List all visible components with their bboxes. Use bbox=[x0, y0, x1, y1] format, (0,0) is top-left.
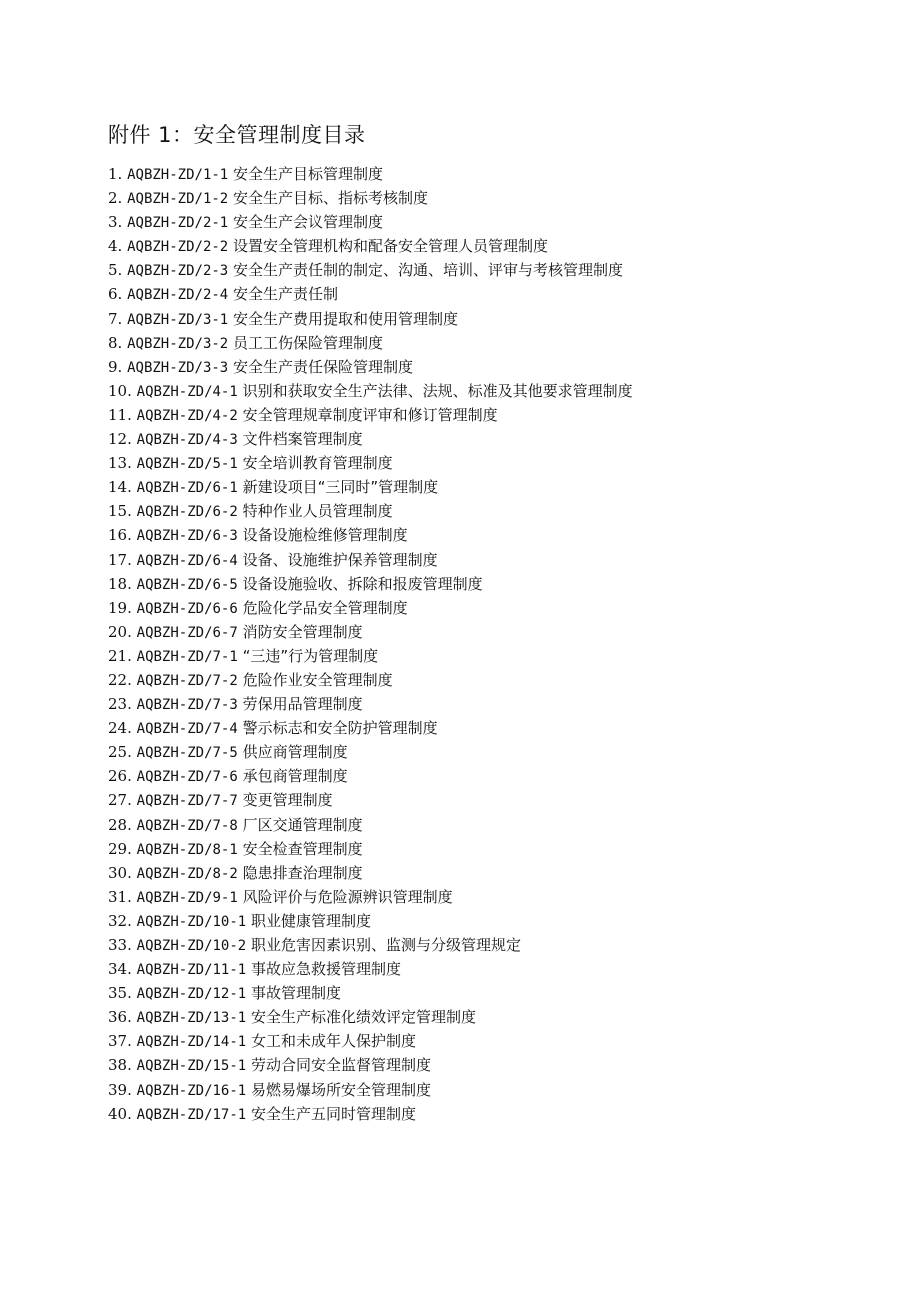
item-name: 安全生产五同时管理制度 bbox=[251, 1104, 417, 1123]
regulation-list bbox=[108, 162, 633, 1126]
list-item bbox=[108, 186, 633, 210]
item-name: 厂区交通管理制度 bbox=[242, 815, 363, 834]
item-code: AQBZH-ZD/7-1 bbox=[136, 648, 238, 665]
item-code: AQBZH-ZD/9-1 bbox=[136, 889, 238, 906]
item-code: AQBZH-ZD/6-6 bbox=[136, 600, 238, 617]
list-item bbox=[108, 1102, 633, 1126]
item-name: 特种作业人员管理制度 bbox=[242, 502, 393, 521]
item-number: 6. bbox=[108, 285, 123, 304]
item-name: 员工工伤保险管理制度 bbox=[233, 333, 384, 352]
item-name: 供应商管理制度 bbox=[242, 743, 348, 762]
item-code: AQBZH-ZD/11-1 bbox=[136, 962, 247, 979]
item-number: 30. bbox=[108, 863, 132, 882]
item-name: 警示标志和安全防护管理制度 bbox=[242, 719, 438, 738]
list-item bbox=[108, 1029, 633, 1053]
item-code: AQBZH-ZD/4-1 bbox=[136, 383, 238, 400]
item-name: 安全生产会议管理制度 bbox=[233, 213, 384, 232]
item-name: 事故管理制度 bbox=[251, 984, 342, 1003]
item-number: 31. bbox=[108, 887, 132, 906]
list-item bbox=[108, 475, 633, 499]
item-name: 隐患排查治理制度 bbox=[242, 863, 363, 882]
item-code: AQBZH-ZD/17-1 bbox=[136, 1106, 247, 1123]
item-name: 易燃易爆场所安全管理制度 bbox=[251, 1080, 432, 1099]
item-number: 22. bbox=[108, 670, 132, 689]
item-number: 18. bbox=[108, 574, 132, 593]
list-item bbox=[108, 909, 633, 933]
list-item bbox=[108, 258, 633, 282]
item-code: AQBZH-ZD/6-5 bbox=[136, 576, 238, 593]
item-name: 安全生产目标管理制度 bbox=[233, 165, 384, 183]
list-item bbox=[108, 837, 633, 861]
list-item bbox=[108, 813, 633, 837]
item-number: 37. bbox=[108, 1032, 132, 1051]
item-number: 32. bbox=[108, 911, 132, 930]
item-number: 4. bbox=[108, 237, 123, 256]
item-name: 消防安全管理制度 bbox=[242, 622, 363, 641]
item-number: 24. bbox=[108, 719, 132, 738]
item-number: 17. bbox=[108, 550, 132, 569]
item-code: AQBZH-ZD/5-1 bbox=[136, 456, 238, 473]
list-item bbox=[108, 740, 633, 764]
item-number: 14. bbox=[108, 478, 132, 497]
item-name: 劳保用品管理制度 bbox=[242, 695, 363, 714]
item-code: AQBZH-ZD/6-3 bbox=[136, 528, 238, 545]
list-item bbox=[108, 572, 633, 596]
item-number: 10. bbox=[108, 381, 132, 400]
list-item bbox=[108, 861, 633, 885]
list-item bbox=[108, 716, 633, 740]
item-code: AQBZH-ZD/16-1 bbox=[136, 1082, 247, 1099]
item-code: AQBZH-ZD/7-4 bbox=[136, 721, 238, 738]
item-name: “三违”行为管理制度 bbox=[242, 646, 379, 665]
item-number: 23. bbox=[108, 695, 132, 714]
item-number: 13. bbox=[108, 454, 132, 473]
item-code: AQBZH-ZD/10-1 bbox=[136, 913, 247, 930]
item-name: 变更管理制度 bbox=[242, 791, 333, 810]
item-number: 8. bbox=[108, 333, 123, 352]
list-item bbox=[108, 427, 633, 451]
list-item bbox=[108, 620, 633, 644]
list-item bbox=[108, 523, 633, 547]
list-item bbox=[108, 307, 633, 331]
item-number: 33. bbox=[108, 936, 132, 954]
item-number: 1. bbox=[108, 165, 123, 183]
list-item bbox=[108, 981, 633, 1005]
item-name: 职业健康管理制度 bbox=[251, 911, 372, 930]
item-code: AQBZH-ZD/12-1 bbox=[136, 986, 247, 1003]
item-number: 2. bbox=[108, 189, 123, 208]
list-item bbox=[108, 1005, 633, 1029]
item-code: AQBZH-ZD/1-1 bbox=[127, 167, 229, 183]
list-item bbox=[108, 282, 633, 306]
list-item bbox=[108, 451, 633, 475]
item-code: AQBZH-ZD/6-7 bbox=[136, 624, 238, 641]
item-number: 9. bbox=[108, 357, 123, 376]
item-name: 设备设施验收、拆除和报废管理制度 bbox=[242, 574, 483, 593]
item-number: 34. bbox=[108, 960, 132, 979]
item-number: 27. bbox=[108, 791, 132, 810]
list-item bbox=[108, 788, 633, 812]
item-code: AQBZH-ZD/7-8 bbox=[136, 817, 238, 834]
item-code: AQBZH-ZD/7-3 bbox=[136, 697, 238, 714]
item-name: 安全生产目标、指标考核制度 bbox=[233, 189, 429, 208]
list-item bbox=[108, 692, 633, 716]
item-name: 危险化学品安全管理制度 bbox=[242, 598, 408, 617]
list-item bbox=[108, 403, 633, 427]
item-code: AQBZH-ZD/13-1 bbox=[136, 1010, 247, 1027]
item-number: 36. bbox=[108, 1008, 132, 1027]
item-name: 安全管理规章制度评审和修订管理制度 bbox=[242, 405, 498, 424]
item-number: 15. bbox=[108, 502, 132, 521]
item-name: 安全生产责任制 bbox=[233, 285, 339, 304]
item-code: AQBZH-ZD/6-1 bbox=[136, 480, 238, 497]
item-number: 19. bbox=[108, 598, 132, 617]
list-item bbox=[108, 957, 633, 981]
list-item bbox=[108, 379, 633, 403]
list-item bbox=[108, 1053, 633, 1077]
item-code: AQBZH-ZD/15-1 bbox=[136, 1058, 247, 1075]
item-name: 安全检查管理制度 bbox=[242, 839, 363, 858]
item-number: 21. bbox=[108, 646, 132, 665]
item-name: 识别和获取安全生产法律、法规、标准及其他要求管理制度 bbox=[242, 381, 633, 400]
item-name: 职业危害因素识别、监测与分级管理规定 bbox=[251, 936, 522, 954]
item-name: 安全生产责任制的制定、沟通、培训、评审与考核管理制度 bbox=[233, 261, 624, 280]
item-name: 劳动合同安全监督管理制度 bbox=[251, 1056, 432, 1075]
list-item bbox=[108, 331, 633, 355]
item-number: 38. bbox=[108, 1056, 132, 1075]
item-name: 危险作业安全管理制度 bbox=[242, 670, 393, 689]
list-item bbox=[108, 668, 633, 692]
item-code: AQBZH-ZD/2-3 bbox=[127, 263, 229, 280]
item-code: AQBZH-ZD/3-1 bbox=[127, 311, 229, 328]
list-item bbox=[108, 764, 633, 788]
item-number: 25. bbox=[108, 743, 132, 762]
item-name: 安全生产责任保险管理制度 bbox=[233, 357, 414, 376]
item-number: 20. bbox=[108, 622, 132, 641]
list-item bbox=[108, 548, 633, 572]
item-name: 承包商管理制度 bbox=[242, 767, 348, 786]
item-code: AQBZH-ZD/7-2 bbox=[136, 672, 238, 689]
item-code: AQBZH-ZD/8-1 bbox=[136, 841, 238, 858]
item-code: AQBZH-ZD/2-4 bbox=[127, 287, 229, 304]
item-number: 40. bbox=[108, 1104, 132, 1123]
list-item bbox=[108, 355, 633, 379]
list-item bbox=[108, 210, 633, 234]
list-item bbox=[108, 499, 633, 523]
item-name: 事故应急救援管理制度 bbox=[251, 960, 402, 979]
item-name: 设备设施检维修管理制度 bbox=[242, 526, 408, 545]
item-number: 7. bbox=[108, 309, 123, 328]
item-code: AQBZH-ZD/14-1 bbox=[136, 1034, 247, 1051]
item-code: AQBZH-ZD/7-5 bbox=[136, 745, 238, 762]
item-name: 文件档案管理制度 bbox=[242, 430, 363, 449]
item-code: AQBZH-ZD/7-7 bbox=[136, 793, 238, 810]
item-code: AQBZH-ZD/4-3 bbox=[136, 432, 238, 449]
item-name: 安全生产费用提取和使用管理制度 bbox=[233, 309, 459, 328]
item-name: 安全培训教育管理制度 bbox=[242, 454, 393, 473]
list-item bbox=[108, 644, 633, 668]
item-code: AQBZH-ZD/10-2 bbox=[136, 938, 247, 954]
list-item bbox=[108, 1078, 633, 1102]
list-item bbox=[108, 596, 633, 620]
item-name: 女工和未成年人保护制度 bbox=[251, 1032, 417, 1051]
item-name: 新建设项目“三同时”管理制度 bbox=[242, 478, 439, 497]
item-code: AQBZH-ZD/1-2 bbox=[127, 191, 229, 208]
item-number: 29. bbox=[108, 839, 132, 858]
item-name: 安全生产标准化绩效评定管理制度 bbox=[251, 1008, 477, 1027]
item-code: AQBZH-ZD/3-3 bbox=[127, 359, 229, 376]
list-item bbox=[108, 162, 633, 186]
item-number: 11. bbox=[108, 405, 132, 424]
item-code: AQBZH-ZD/8-2 bbox=[136, 865, 238, 882]
item-name: 设置安全管理机构和配备安全管理人员管理制度 bbox=[233, 237, 549, 256]
item-code: AQBZH-ZD/4-2 bbox=[136, 407, 238, 424]
item-name: 设备、设施维护保养管理制度 bbox=[242, 550, 438, 569]
list-item bbox=[108, 933, 633, 957]
item-number: 3. bbox=[108, 213, 123, 232]
item-number: 39. bbox=[108, 1080, 132, 1099]
item-number: 16. bbox=[108, 526, 132, 545]
item-number: 12. bbox=[108, 430, 132, 449]
item-number: 26. bbox=[108, 767, 132, 786]
page-title: 附件 1：安全管理制度目录 bbox=[108, 123, 366, 147]
item-number: 28. bbox=[108, 815, 132, 834]
item-number: 35. bbox=[108, 984, 132, 1003]
item-number: 5. bbox=[108, 261, 123, 280]
item-code: AQBZH-ZD/2-2 bbox=[127, 239, 229, 256]
item-code: AQBZH-ZD/2-1 bbox=[127, 215, 229, 232]
item-code: AQBZH-ZD/3-2 bbox=[127, 335, 229, 352]
list-item bbox=[108, 234, 633, 258]
item-name: 风险评价与危险源辨识管理制度 bbox=[242, 887, 453, 906]
item-code: AQBZH-ZD/7-6 bbox=[136, 769, 238, 786]
item-code: AQBZH-ZD/6-4 bbox=[136, 552, 238, 569]
item-code: AQBZH-ZD/6-2 bbox=[136, 504, 238, 521]
list-item bbox=[108, 885, 633, 909]
